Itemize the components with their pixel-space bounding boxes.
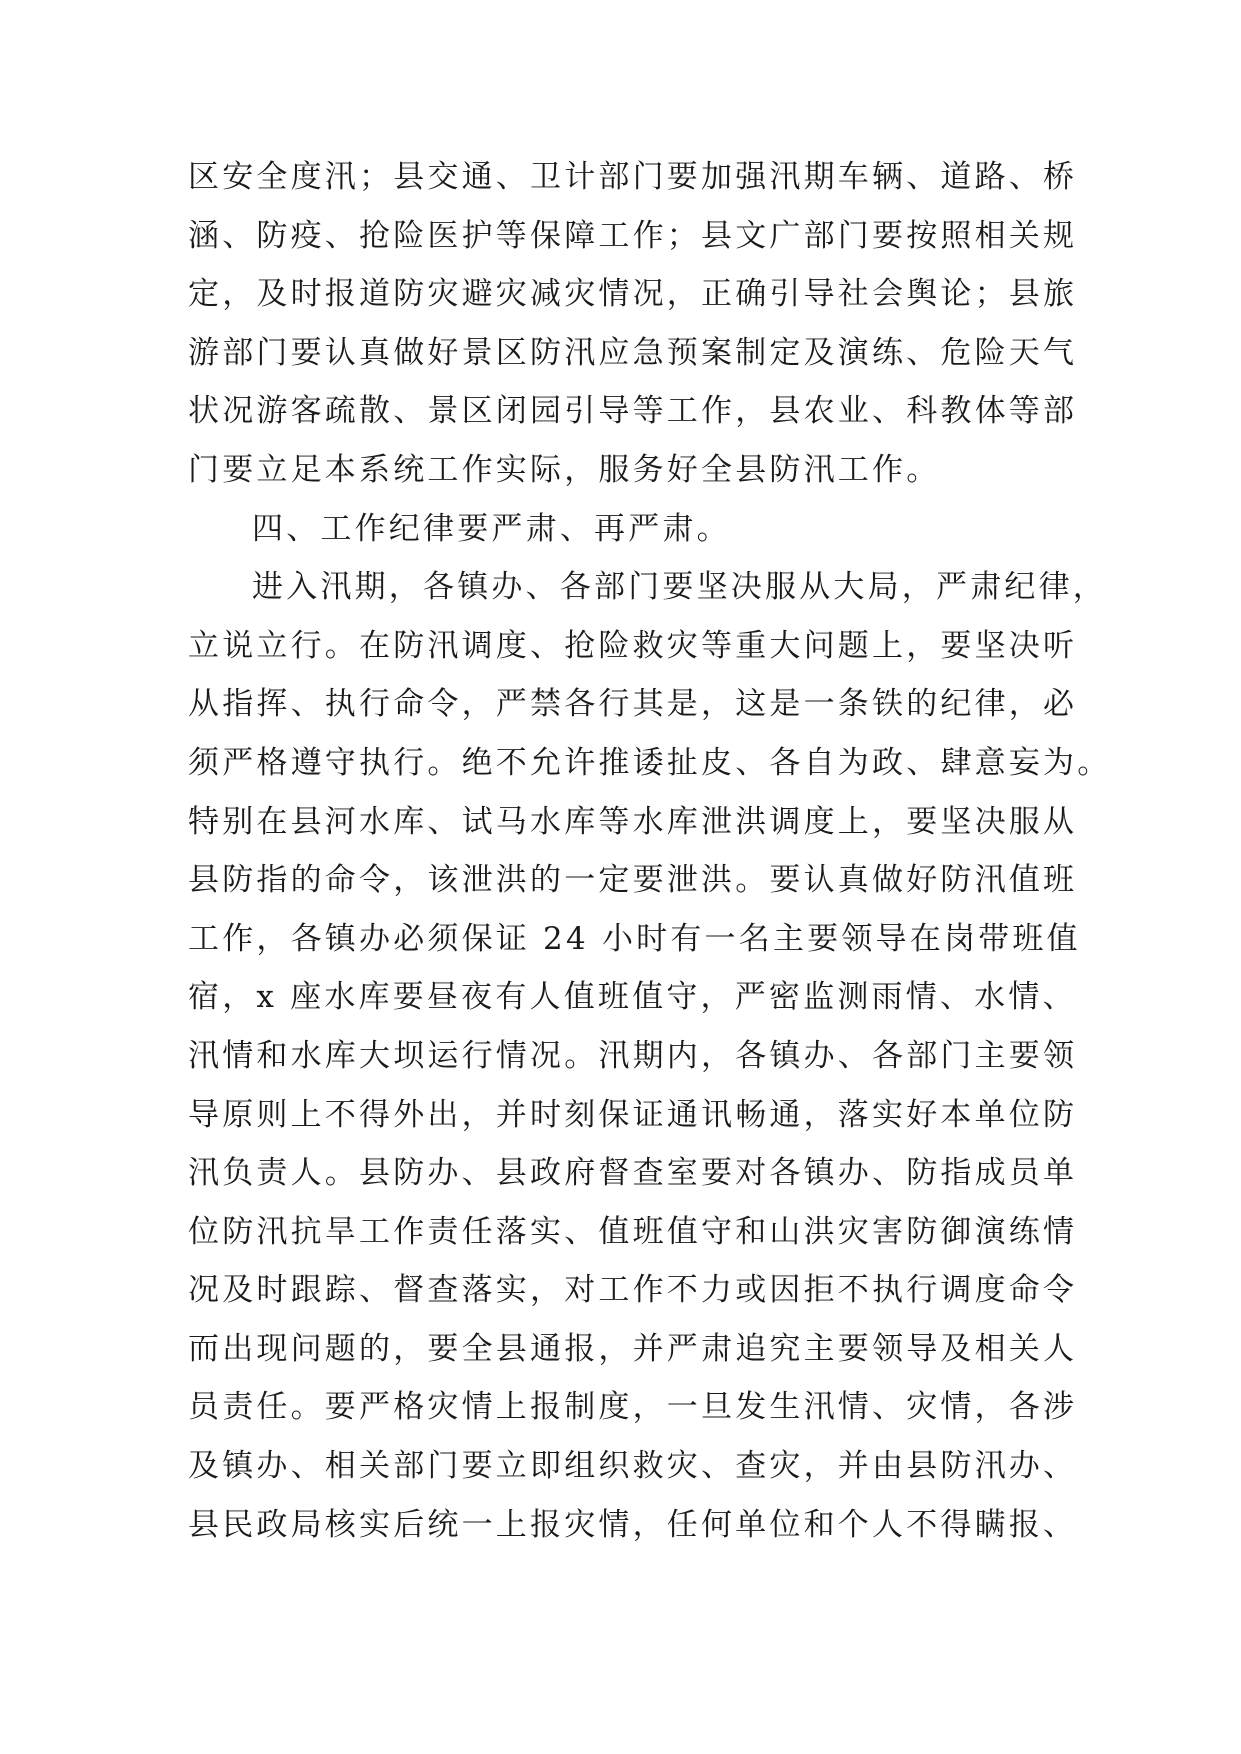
text-line: 状况游客疏散、景区闭园引导等工作，县农业、科教体等部 — [188, 393, 1078, 430]
text-line: 从指挥、执行命令，严禁各行其是，这是一条铁的纪律，必 — [188, 686, 1078, 723]
text-line: 定，及时报道防灾避灾减灾情况，正确引导社会舆论；县旅 — [188, 276, 1078, 313]
text-line: 门要立足本系统工作实际，服务好全县防汛工作。 — [188, 451, 941, 488]
text-line: 而出现问题的，要全县通报，并严肃追究主要领导及相关人 — [188, 1330, 1078, 1367]
body-text — [188, 148, 1112, 1554]
text-line: 区安全度汛；县交通、卫计部门要加强汛期车辆、道路、桥 — [188, 159, 1078, 195]
text-line: 须严格遵守执行。绝不允许推诿扯皮、各自为政、肆意妄为。 — [188, 744, 1112, 781]
section-heading: 四、工作纪律要严肃、再严肃。 — [252, 510, 731, 547]
text-line: 导原则上不得外出，并时刻保证通讯畅通，落实好本单位防 — [188, 1096, 1078, 1133]
text-line: 特别在县河水库、试马水库等水库泄洪调度上，要坚决服从 — [188, 803, 1078, 840]
text-line: 立说立行。在防汛调度、抢险救灾等重大问题上，要坚决听 — [188, 627, 1078, 664]
text-line: 涵、防疫、抢险医护等保障工作；县文广部门要按照相关规 — [188, 217, 1078, 254]
text-line: 况及时跟踪、督查落实，对工作不力或因拒不执行调度命令 — [188, 1272, 1078, 1309]
text-line: 及镇办、相关部门要立即组织救灾、查灾，并由县防汛办、 — [188, 1448, 1078, 1485]
text-line: 工作，各镇办必须保证 24 小时有一名主要领导在岗带班值 — [188, 920, 1081, 957]
text-line: 汛负责人。县防办、县政府督查室要对各镇办、防指成员单 — [188, 1155, 1078, 1192]
text-line: 员责任。要严格灾情上报制度，一旦发生汛情、灾情，各涉 — [188, 1389, 1078, 1426]
text-line: 汛情和水库大坝运行情况。汛期内，各镇办、各部门主要领 — [188, 1037, 1078, 1074]
text-line: 位防汛抗旱工作责任落实、值班值守和山洪灾害防御演练情 — [188, 1213, 1078, 1250]
text-line: 县民政局核实后统一上报灾情，任何单位和个人不得瞒报、 — [188, 1506, 1078, 1543]
text-line: 县防指的命令，该泄洪的一定要泄洪。要认真做好防汛值班 — [188, 862, 1078, 899]
text-line: 进入汛期，各镇办、各部门要坚决服从大局，严肃纪律， — [252, 569, 1107, 606]
text-line: 宿，x 座水库要昼夜有人值班值守，严密监测雨情、水情、 — [188, 979, 1077, 1016]
text-line: 游部门要认真做好景区防汛应急预案制定及演练、危险天气 — [188, 334, 1078, 371]
